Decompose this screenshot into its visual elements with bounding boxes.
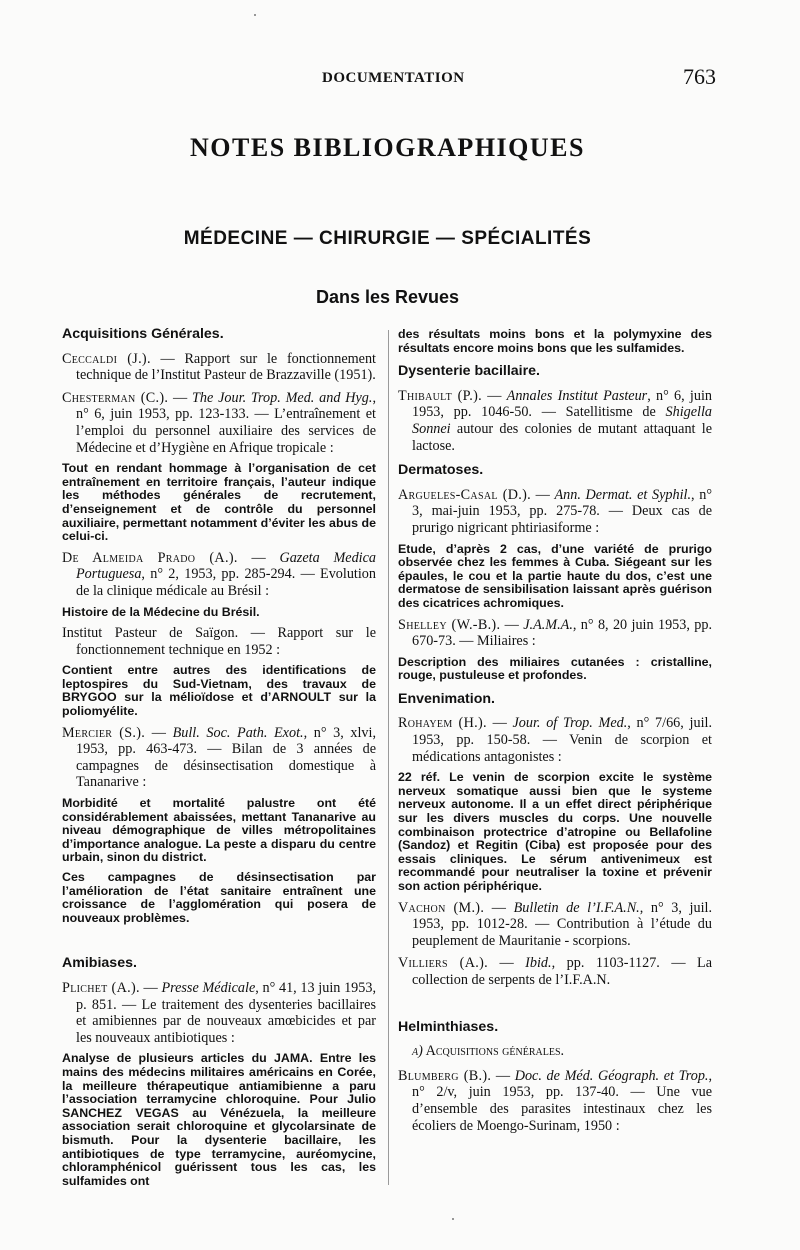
entry-text: , n° 6, juin 1953, pp. 123-133. — L’entraînement et l’emploi du personnel auxiliaire des services de Médecine et d’Hygiène en Afrique tropicale : [76, 389, 376, 456]
column-divider [388, 330, 389, 1185]
entry-villiers: Villiers (A.). — Ibid., pp. 1103-1127. — La collection de serpents de l’I.F.A.N. [398, 955, 713, 988]
entry-text: , n° 8, 20 juin 1953, pp. 670-73. — Miliaires : [412, 616, 712, 650]
heading-acquisitions: Acquisitions Générales. [62, 326, 224, 342]
abstract-shelley: Description des miliaires cutanées : cristalline, rouge, pustuleuse et profondes. [398, 654, 712, 683]
author: Rohayem (H.). [398, 715, 487, 732]
heading-dysenterie: Dysenterie bacillaire. [398, 363, 540, 380]
abstract-mercier-2: Ces campagnes de désinsectisation par l’amélioration de l’état sanitaire entraînent une croissance de l’agglomération qui posera de nouveaux problèmes. [62, 870, 376, 925]
heading-dermatoses: Dermatoses. [398, 462, 484, 479]
author: Mercier (S.). [62, 724, 146, 741]
entry-chesterman: Chesterman (C.). — The Jour. Trop. Med. and Hyg., n° 6, juin 1953, pp. 123-133. — L’entraînement et l’emploi du personnel auxiliaire des services de Médecine et d’Hygiène en Afrique tropicale : [62, 389, 376, 456]
journal: Doc. de Méd. Géograph. et Trop. [514, 1067, 709, 1084]
abstract-chesterman: Tout en rendant hommage à l’organisation de cet entraînement en territoire français, l’auteur indique les méthodes générales de recrutement, d’enseignement et de contrôle du personnel auxiliaire, permettant notamment d’éviter les abus de celui-ci. [62, 461, 376, 544]
author: Vachon (M.). [398, 899, 485, 916]
journal: Bull. Soc. Path. Exot. [172, 724, 304, 741]
abstract-mercier-1: Morbidité et mortalité palustre ont été considérablement abaissées, mettant Tananarive au niveau démographique de villes métropolitaines d’importance analogue. La peste a disparu du centre urbain, sinon du district. [62, 796, 376, 865]
entry-text: , n° 3, mai-juin 1953, pp. 275-78. — Deux cas de prurigo nigricant phtiriasiforme : [412, 486, 712, 536]
journal: Annales Institut Pasteur [506, 387, 648, 404]
section-title: MÉDECINE — CHIRURGIE — SPÉCIALITÉS [183, 228, 592, 249]
abstract-prado: Histoire de la Médecine du Brésil. [62, 604, 260, 619]
entry-text: , n° 3, juil. 1953, pp. 1012-28. — Contribution à l’étude du peuplement de Mauritanie - scorpions. [412, 899, 713, 949]
sub-title: Acquisitions générales. [425, 1043, 565, 1060]
author: Blumberg (B.). [398, 1067, 492, 1084]
journal: Gazeta Medica Portuguesa [76, 549, 376, 583]
entry-saigon [62, 625, 376, 658]
entry-text: , n° 2, 1953, pp. 285-294. — Evolution de la clinique médicale au Brésil : [76, 566, 376, 599]
entry-rohayem: Rohayem (H.). — Jour. of Trop. Med., n° 7/66, juil. 1953, pp. 150-58. — Venin de scorpion et médications antagonistes : [398, 715, 713, 765]
abstract-rohayem: 22 réf. Le venin de scorpion excite le système nerveux somatique aussi bien que le systeme nerveux autonome. Il a un effet direct périphérique sur les divers muscles du corps. Une nouvelle combinaison protectrice d’atropine ou Bellafoline (Sandoz) et Regitin (Ciba) est proposée pour des essais cliniques. Le sérum antivenimeux est recommandé pour neutraliser la toxine et prévenir son action périphérique. [398, 770, 712, 893]
abstract-saigon: Contient entre autres des identifications de leptospires du Sud-Vietnam, des travaux de BRYGOO sur la mélioïdose et d’ARNOULT sur la poliomyélite. [62, 663, 376, 719]
entry-blumberg: Blumberg (B.). — Doc. de Méd. Géograph. et Trop., n° 2/v, juin 1953, pp. 137-40. — Une vue d’ensemble des parasites intestinaux chez les écoliers de Moengo-Surinam, 1950 : [398, 1067, 713, 1134]
heading-amibiases: Amibiases. [62, 955, 137, 972]
species: Shigella Sonnei [412, 404, 712, 437]
entry-text: , n° 2/v, juin 1953, pp. 137-40. — Une vue d’ensemble des parasites intestinaux chez les écoliers de Moengo-Surinam, 1950 : [412, 1067, 713, 1134]
entry-text: Institut Pasteur de Saïgon. — Rapport sur le fonctionnement technique en 1952 : [62, 625, 376, 658]
running-title: DOCUMENTATION [322, 70, 465, 86]
author: Plichet (A.). [62, 979, 140, 996]
journal: The Jour. Trop. Med. and Hyg. [192, 389, 373, 406]
author: Thibault (P.). [398, 387, 482, 404]
heading-helminthiases: Helminthiases. [398, 1018, 499, 1035]
entry-text: , n° 6, juin 1953, pp. 1046-50. — Satellitisme de [412, 387, 713, 421]
entry-mercier: Mercier (S.). — Bull. Soc. Path. Exot., n° 3, xlvi, 1953, pp. 463-473. — Bilan de 3 années de campagnes de désinsectisation domestique à Tananarive : [62, 724, 376, 791]
journal: J.A.M.A. [523, 616, 573, 633]
entry-prado: De Almeida Prado (A.). — Gazeta Medica Portuguesa, n° 2, 1953, pp. 285-294. — Evolution de la clinique médicale au Brésil : [62, 549, 376, 599]
author: Ceccaldi (J.). [62, 350, 151, 367]
author: Argueles-Casal (D.). [398, 486, 531, 503]
author: Shelley (W.-B.). [398, 616, 501, 633]
entry-shelley: Shelley (W.-B.). — J.A.M.A., n° 8, 20 juin 1953, pp. 670-73. — Miliaires : [398, 616, 712, 650]
page-number: 763 [683, 64, 716, 89]
sub-letter: a) [412, 1043, 423, 1060]
journal: Bulletin de l’I.F.A.N. [513, 899, 640, 916]
entry-text: , n° 41, 13 juin 1953, p. 851. — Le traitement des dysenteries bacillaires et amibiennes par de nouveaux amœbicides et par les nouveaux antibiotiques : [76, 979, 377, 1046]
page-title: NOTES BIBLIOGRAPHIQUES [190, 133, 585, 162]
print-speck [452, 1218, 454, 1220]
abstract-plichet: Analyse de plusieurs articles du JAMA. Entre les mains des médecins militaires américains en Corée, la meilleure thérapeutique antiamibienne a paru l’association terramycine chloroquine. Pour Julio SANCHEZ VEGAS au Vénézuela, la meilleure association serait chloroquine et glycolarsinate de bismuth. Pour la dysenterie bacillaire, les antibiotiques de type terramycine, auréomycine, chloramphénicol guérissent tous les cas, les sulfamides ont [62, 1051, 376, 1188]
entry-text: autour des colonies de mutant attaquant le lactose. [412, 420, 712, 454]
entry-text: — Rapport sur le fonctionnement technique de l’Institut Pasteur de Brazzaville (1951). [76, 350, 376, 384]
abstract-continuation: des résultats moins bons et la polymyxine des résultats encore moins bons que les sulfamides. [398, 327, 712, 355]
right-column [398, 328, 712, 1140]
abstract-arguelles: Etude, d’après 2 cas, d’une variété de prurigo observée chez les femmes à Cuba. Siégeant sur les épaules, le cou et la partie haute du dos, c’est une dermatose de sensibilisation laissant après guérison des cicatrices achromiques. [398, 541, 712, 610]
author: De Almeida Prado (A.). [62, 549, 238, 566]
left-column [62, 326, 376, 1194]
journal: Jour. of Trop. Med. [512, 715, 628, 732]
journal: Ann. Dermat. et Syphil. [554, 486, 692, 503]
journal: Ibid. [525, 955, 552, 972]
entry-text: , n° 3, xlvi, 1953, pp. 463-473. — Bilan de 3 années de campagnes de désinsectisation domestique à Tananarive : [76, 724, 376, 791]
author: Chesterman (C.). [62, 389, 169, 406]
entry-vachon: Vachon (M.). — Bulletin de l’I.F.A.N., n° 3, juil. 1953, pp. 1012-28. — Contribution à l’étude du peuplement de Mauritanie - scorpions. [398, 899, 713, 949]
entry-text: , n° 7/66, juil. 1953, pp. 150-58. — Venin de scorpion et médications antagonistes : [412, 715, 713, 765]
running-header [0, 64, 800, 94]
helminthiases-subheading [412, 1043, 712, 1060]
entry-thibault: Thibault (P.). — Annales Institut Pasteur, n° 6, juin 1953, pp. 1046-50. — Satellitisme de Shigella Sonnei autour des colonies de mutant attaquant le lactose. [398, 387, 713, 454]
subsection-title: Dans les Revues [315, 287, 460, 307]
journal: Presse Médicale [161, 979, 256, 996]
entry-ceccaldi [62, 351, 376, 384]
entry-arguelles: Argueles-Casal (D.). — Ann. Dermat. et Syphil., n° 3, mai-juin 1953, pp. 275-78. — Deux cas de prurigo nigricant phtiriasiforme : [398, 486, 712, 536]
heading-envenimation: Envenimation. [398, 690, 495, 707]
author: Villiers (A.). [398, 955, 488, 972]
entry-text: , pp. 1103-1127. — La collection de serpents de l’I.F.A.N. [412, 955, 713, 988]
entry-plichet: Plichet (A.). — Presse Médicale, n° 41, 13 juin 1953, p. 851. — Le traitement des dysenteries bacillaires et amibiennes par de nouveaux amœbicides et par les nouveaux antibiotiques : [62, 979, 377, 1046]
print-speck [254, 14, 256, 16]
